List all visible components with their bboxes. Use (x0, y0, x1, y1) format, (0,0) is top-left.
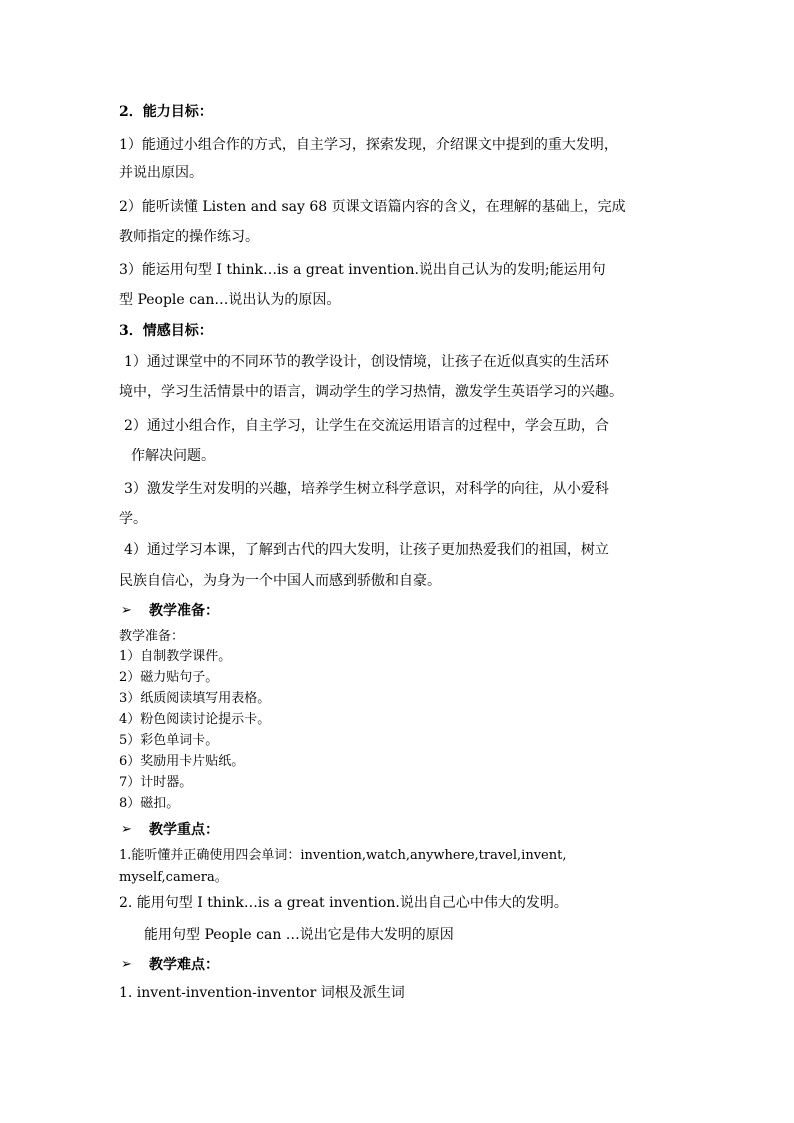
preparation-item: 7）计时器。 (119, 775, 193, 790)
preparation-item: 2）磁力贴句子。 (119, 670, 219, 685)
arrow-bullet-icon: ➢ (121, 822, 132, 837)
emotion-line: 民族自信心，为身为一个中国人而感到骄傲和自豪。 (119, 573, 441, 589)
ability-line: 型 People can…说出认为的原因。 (119, 292, 341, 308)
emotion-line: 学。 (119, 511, 147, 527)
preparation-item: 1）自制教学课件。 (119, 649, 232, 664)
emotion-line: 2）通过小组合作，自主学习，让学生在交流运用语言的过程中，学会互助，合 (124, 418, 609, 434)
preparation-item: 4）粉色阅读讨论提示卡。 (119, 712, 271, 727)
arrow-bullet-icon: ➢ (121, 957, 132, 972)
difficulties-line: 1. invent-invention-inventor 词根及派生词 (119, 985, 405, 1001)
emotion-line: 作解决问题。 (131, 448, 215, 464)
ability-line: 1）能通过小组合作的方式，自主学习，探索发现，介绍课文中提到的重大发明， (119, 137, 618, 153)
emotion-line: 境中，学习生活情景中的语言，调动学生的学习热情，激发学生英语学习的兴趣。 (119, 384, 623, 400)
keypoints-line: 1.能听懂并正确使用四会单词：invention,watch,anywhere,travel,invent, (119, 848, 567, 863)
emotion-line: 3）激发学生对发明的兴趣，培养学生树立科学意识，对科学的向往，从小爱科 (124, 481, 609, 497)
emotion-heading: 3．情感目标： (119, 323, 213, 339)
preparation-item: 8）磁扣。 (119, 796, 180, 811)
ability-line: 并说出原因。 (119, 165, 203, 181)
keypoints-line: 2. 能用句型 I think…is a great invention.说出自己心中伟大的发明。 (119, 895, 568, 911)
preparation-item: 5）彩色单词卡。 (119, 733, 219, 748)
difficulties-heading: 教学难点： (149, 957, 219, 973)
ability-line: 3）能运用句型 I think…is a great invention.说出自己认为的发明;能运用句 (119, 262, 606, 278)
preparation-heading: 教学准备： (149, 603, 219, 619)
ability-heading: 2．能力目标： (119, 104, 213, 120)
ability-line: 教师指定的操作练习。 (119, 229, 259, 245)
preparation-item: 6）奖励用卡片贴纸。 (119, 754, 245, 769)
emotion-line: 4）通过学习本课，了解到古代的四大发明，让孩子更加热爱我们的祖国，树立 (124, 542, 609, 558)
preparation-subheading: 教学准备： (119, 629, 185, 644)
keypoints-heading: 教学重点： (149, 822, 219, 838)
keypoints-line: myself,camera。 (119, 870, 228, 885)
arrow-bullet-icon: ➢ (121, 603, 132, 618)
ability-line: 2）能听读懂 Listen and say 68 页课文语篇内容的含义，在理解的基础上，完成 (119, 199, 626, 215)
preparation-item: 3）纸质阅读填写用表格。 (119, 691, 271, 706)
keypoints-line: 能用句型 People can …说出它是伟大发明的原因 (144, 927, 454, 943)
emotion-line: 1）通过课堂中的不同环节的教学设计，创设情境，让孩子在近似真实的生活环 (124, 354, 609, 370)
